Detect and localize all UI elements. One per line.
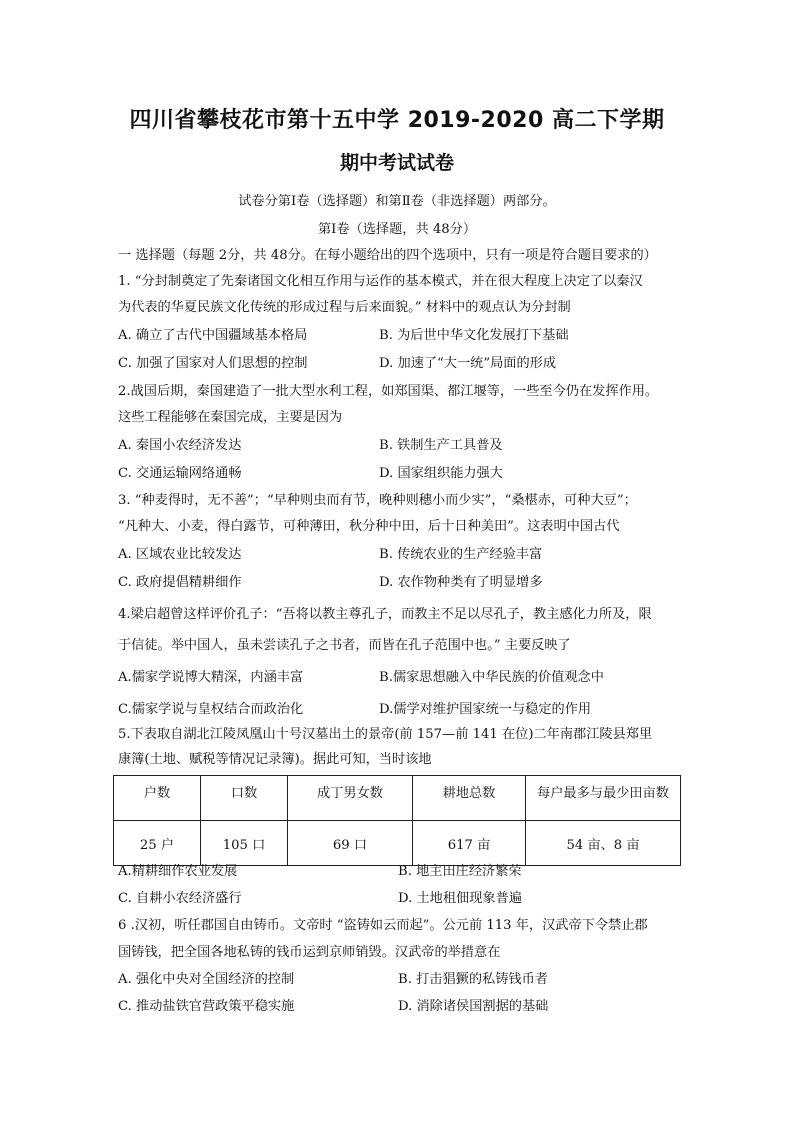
exam-subtitle: 期中考试试卷 — [339, 152, 454, 174]
question-2-stem-line1: 2.战国后期，秦国建造了一批大型水利工程，如郑国渠、都江堰等，一些至今仍在发挥作用。 — [118, 384, 659, 399]
question-6-option-c: C. 推动盐铁官营政策平稳实施 — [118, 999, 295, 1014]
question-5-stem-line1: 5.下表取自湖北江陵凤凰山十号汉墓出土的景帝(前 157—前 141 在位)二年南郡江陵县郑里 — [118, 727, 653, 742]
question-1-option-d: D. 加速了“大一统”局面的形成 — [379, 356, 557, 371]
question-4-option-d: D.儒学对维护国家统一与稳定的作用 — [379, 702, 592, 717]
question-5-option-a: A.精耕细作农业发展 — [118, 864, 238, 879]
question-5-option-b: B. 地主田庄经济繁荣 — [398, 864, 522, 879]
question-6-option-a: A. 强化中央对全国经济的控制 — [118, 972, 295, 987]
question-5-stem-line2: 康簿(土地、赋税等情况记录簿)。据此可知，当时该地 — [118, 752, 432, 767]
question-3-option-b: B. 传统农业的生产经验丰富 — [379, 547, 543, 562]
exam-title: 四川省攀枝花市第十五中学 2019-2020 高二下学期 — [129, 108, 665, 133]
question-1-stem-line1: 1. “分封制奠定了先秦诸国文化相互作用与运作的基本模式，并在很大程度上决定了以秦汉 — [118, 274, 643, 289]
table-header-cell: 每户最多与最少田亩数 — [526, 776, 681, 821]
question-4-option-c: C.儒家学说与皇权结合而政治化 — [118, 702, 304, 717]
question-4-stem-line1: 4.梁启超曾这样评价孔子：“吾将以教主尊孔子，而教主不足以尽孔子，教主感化力所及，限 — [118, 607, 652, 622]
exam-intro: 试卷分第Ⅰ卷（选择题）和第Ⅱ卷（非选择题）两部分。 — [238, 194, 556, 209]
question-2-option-d: D. 国家组织能力强大 — [379, 466, 503, 481]
question-4-option-a: A.儒家学说博大精深，内涵丰富 — [118, 670, 304, 685]
question-4-stem-line2: 于信徒。举中国人，虽未尝读孔子之书者，而皆在孔子范围中也。” 主要反映了 — [118, 638, 571, 653]
question-1-option-c: C. 加强了国家对人们思想的控制 — [118, 356, 308, 371]
question-6-option-d: D. 消除诸侯国割据的基础 — [398, 999, 549, 1014]
table-header-cell: 户数 — [114, 776, 201, 821]
table-header-row — [114, 776, 681, 821]
question-3-option-a: A. 区域农业比较发达 — [118, 547, 242, 562]
question-5-option-c: C. 自耕小农经济盛行 — [118, 891, 242, 906]
table-row — [114, 821, 681, 866]
table-cell: 617 亩 — [413, 821, 526, 866]
question-2-option-b: B. 铁制生产工具普及 — [379, 438, 503, 453]
question-5-table — [113, 775, 681, 866]
question-6-stem-line1: 6 .汉初，听任郡国自由铸币。文帝时 “盗铸如云而起”。公元前 113 年，汉武帝下令禁止郡 — [118, 918, 648, 933]
question-4-option-b: B.儒家思想融入中华民族的价值观念中 — [379, 670, 604, 685]
question-1-option-b: B. 为后世中华文化发展打下基础 — [379, 328, 569, 343]
table-header-cell: 成丁男女数 — [288, 776, 413, 821]
table-header-cell: 耕地总数 — [413, 776, 526, 821]
table-cell: 69 口 — [288, 821, 413, 866]
table-header-cell: 口数 — [201, 776, 288, 821]
table-cell: 54 亩、8 亩 — [526, 821, 681, 866]
question-2-option-c: C. 交通运输网络通畅 — [118, 466, 242, 481]
table-cell: 105 口 — [201, 821, 288, 866]
question-5-option-d: D. 土地租佃现象普遍 — [398, 891, 522, 906]
question-6-option-b: B. 打击猖獗的私铸钱币者 — [398, 972, 548, 987]
part-heading: 第Ⅰ卷（选择题，共 48分） — [317, 222, 477, 237]
question-3-option-d: D. 农作物种类有了明显增多 — [379, 575, 543, 590]
section-heading: 一 选择题（每题 2分，共 48分。在每小题给出的四个选项中，只有一项是符合题目要求的） — [118, 248, 657, 263]
table-cell: 25 户 — [114, 821, 201, 866]
question-3-stem-line2: “凡种大、小麦，得白露节，可种薄田，秋分种中田，后十日种美田”。这表明中国古代 — [118, 519, 620, 534]
question-6-stem-line2: 国铸钱，把全国各地私铸的钱币运到京师销毁。汉武帝的举措意在 — [118, 945, 501, 960]
question-3-option-c: C. 政府提倡精耕细作 — [118, 575, 242, 590]
question-3-stem-line1: 3. “种麦得时，无不善”；“早种则虫而有节，晚种则穗小而少实”，“桑椹赤，可种大豆”； — [118, 493, 637, 508]
question-2-option-a: A. 秦国小农经济发达 — [118, 438, 242, 453]
question-1-option-a: A. 确立了古代中国疆域基本格局 — [118, 328, 308, 343]
question-1-stem-line2: 为代表的华夏民族文化传统的形成过程与后来面貌。” 材料中的观点认为分封制 — [118, 300, 571, 315]
question-2-stem-line2: 这些工程能够在秦国完成，主要是因为 — [118, 410, 343, 425]
